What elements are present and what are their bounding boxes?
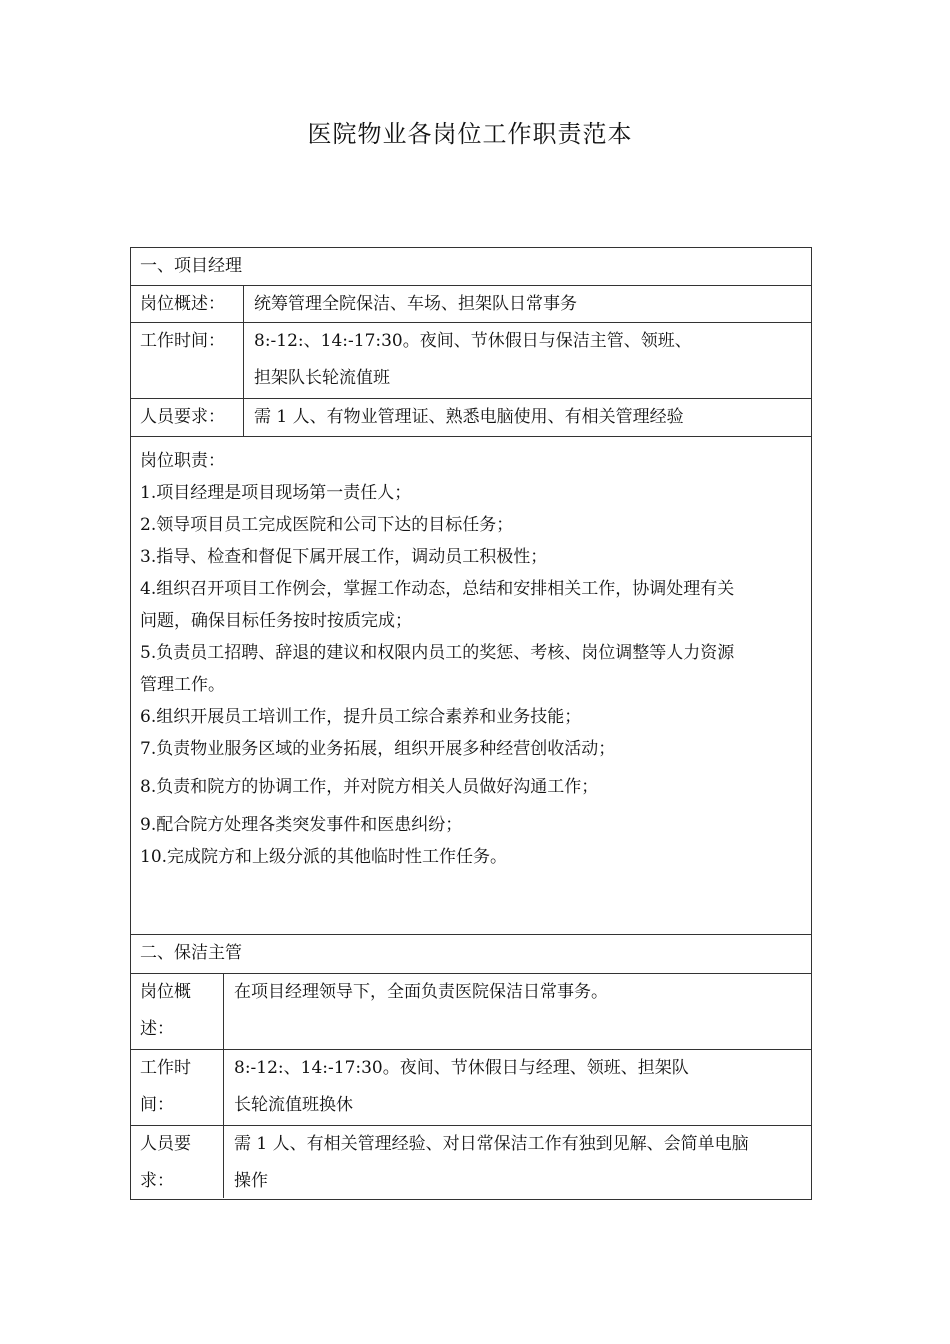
duty-line: 8.负责和院方的协调工作，并对院方相关人员做好沟通工作； <box>140 777 599 797</box>
duty-line: 2.领导项目员工完成医院和公司下达的目标任务； <box>140 515 514 535</box>
requirements-label <box>131 1126 224 1198</box>
duty-line: 管理工作。 <box>140 675 225 695</box>
overview-label <box>131 974 224 1049</box>
duty-line: 4.组织召开项目工作例会，掌握工作动态，总结和安排相关工作，协调处理有关 <box>140 579 735 599</box>
duty-line: 10.完成院方和上级分派的其他临时性工作任务。 <box>140 847 508 867</box>
duty-line: 3.指导、检查和督促下属开展工作，调动员工积极性； <box>140 547 548 567</box>
work-hours-line: 担架队长轮流值班 <box>254 368 390 388</box>
duty-line: 5.负责员工招聘、辞退的建议和权限内员工的奖惩、考核、岗位调整等人力资源 <box>140 643 735 663</box>
work-hours-label <box>131 1050 224 1125</box>
work-hours-row <box>131 323 811 399</box>
section-heading-cleaning-supervisor: 二、保洁主管 <box>131 935 811 974</box>
duties-block <box>131 437 811 873</box>
duty-line: 7.负责物业服务区域的业务拓展，组织开展多种经营创收活动； <box>140 739 616 759</box>
section-heading-project-manager: 一、项目经理 <box>131 248 811 286</box>
work-hours-row <box>131 1050 811 1126</box>
requirements-row <box>131 1126 811 1198</box>
requirements-label: 人员要求： <box>131 399 244 436</box>
project-manager-table <box>130 247 812 935</box>
overview-label: 岗位概述： <box>131 286 244 322</box>
work-hours-value <box>244 323 811 398</box>
document-title: 医院物业各岗位工作职责范本 <box>307 120 633 148</box>
duty-line: 9.配合院方处理各类突发事件和医患纠纷； <box>140 815 463 835</box>
duty-line: 问题，确保目标任务按时按质完成； <box>140 611 412 631</box>
duties-label: 岗位职责： <box>140 451 225 471</box>
requirements-line: 操作 <box>234 1171 268 1191</box>
work-hours-label: 工作时间： <box>131 323 244 398</box>
requirements-value: 需 1 人、有物业管理证、熟悉电脑使用、有相关管理经验 <box>254 407 684 427</box>
work-hours-line: 长轮流值班换休 <box>234 1095 353 1115</box>
requirements-label-line: 求： <box>140 1171 174 1191</box>
work-hours-label-line: 工作时 <box>140 1058 191 1078</box>
duty-line: 1.项目经理是项目现场第一责任人； <box>140 483 412 503</box>
overview-row <box>131 286 811 323</box>
overview-value: 统筹管理全院保洁、车场、担架队日常事务 <box>254 294 577 314</box>
work-hours-line: 8:-12:、14:-17:30。夜间、节休假日与经理、领班、担架队 <box>234 1058 689 1078</box>
work-hours-value <box>224 1050 811 1125</box>
work-hours-line: 8:-12:、14:-17:30。夜间、节休假日与保洁主管、领班、 <box>254 331 692 351</box>
overview-row <box>131 974 811 1050</box>
requirements-label-line: 人员要 <box>140 1134 191 1154</box>
overview-label-line: 岗位概 <box>140 982 191 1002</box>
overview-value: 在项目经理领导下，全面负责医院保洁日常事务。 <box>234 982 608 1002</box>
requirements-value <box>224 1126 811 1198</box>
requirements-line: 需 1 人、有相关管理经验、对日常保洁工作有独到见解、会简单电脑 <box>234 1134 749 1154</box>
cleaning-supervisor-table <box>130 934 812 1200</box>
overview-label-line: 述： <box>140 1019 174 1039</box>
work-hours-label-line: 间： <box>140 1095 174 1115</box>
duty-line: 6.组织开展员工培训工作，提升员工综合素养和业务技能； <box>140 707 582 727</box>
requirements-row <box>131 399 811 437</box>
